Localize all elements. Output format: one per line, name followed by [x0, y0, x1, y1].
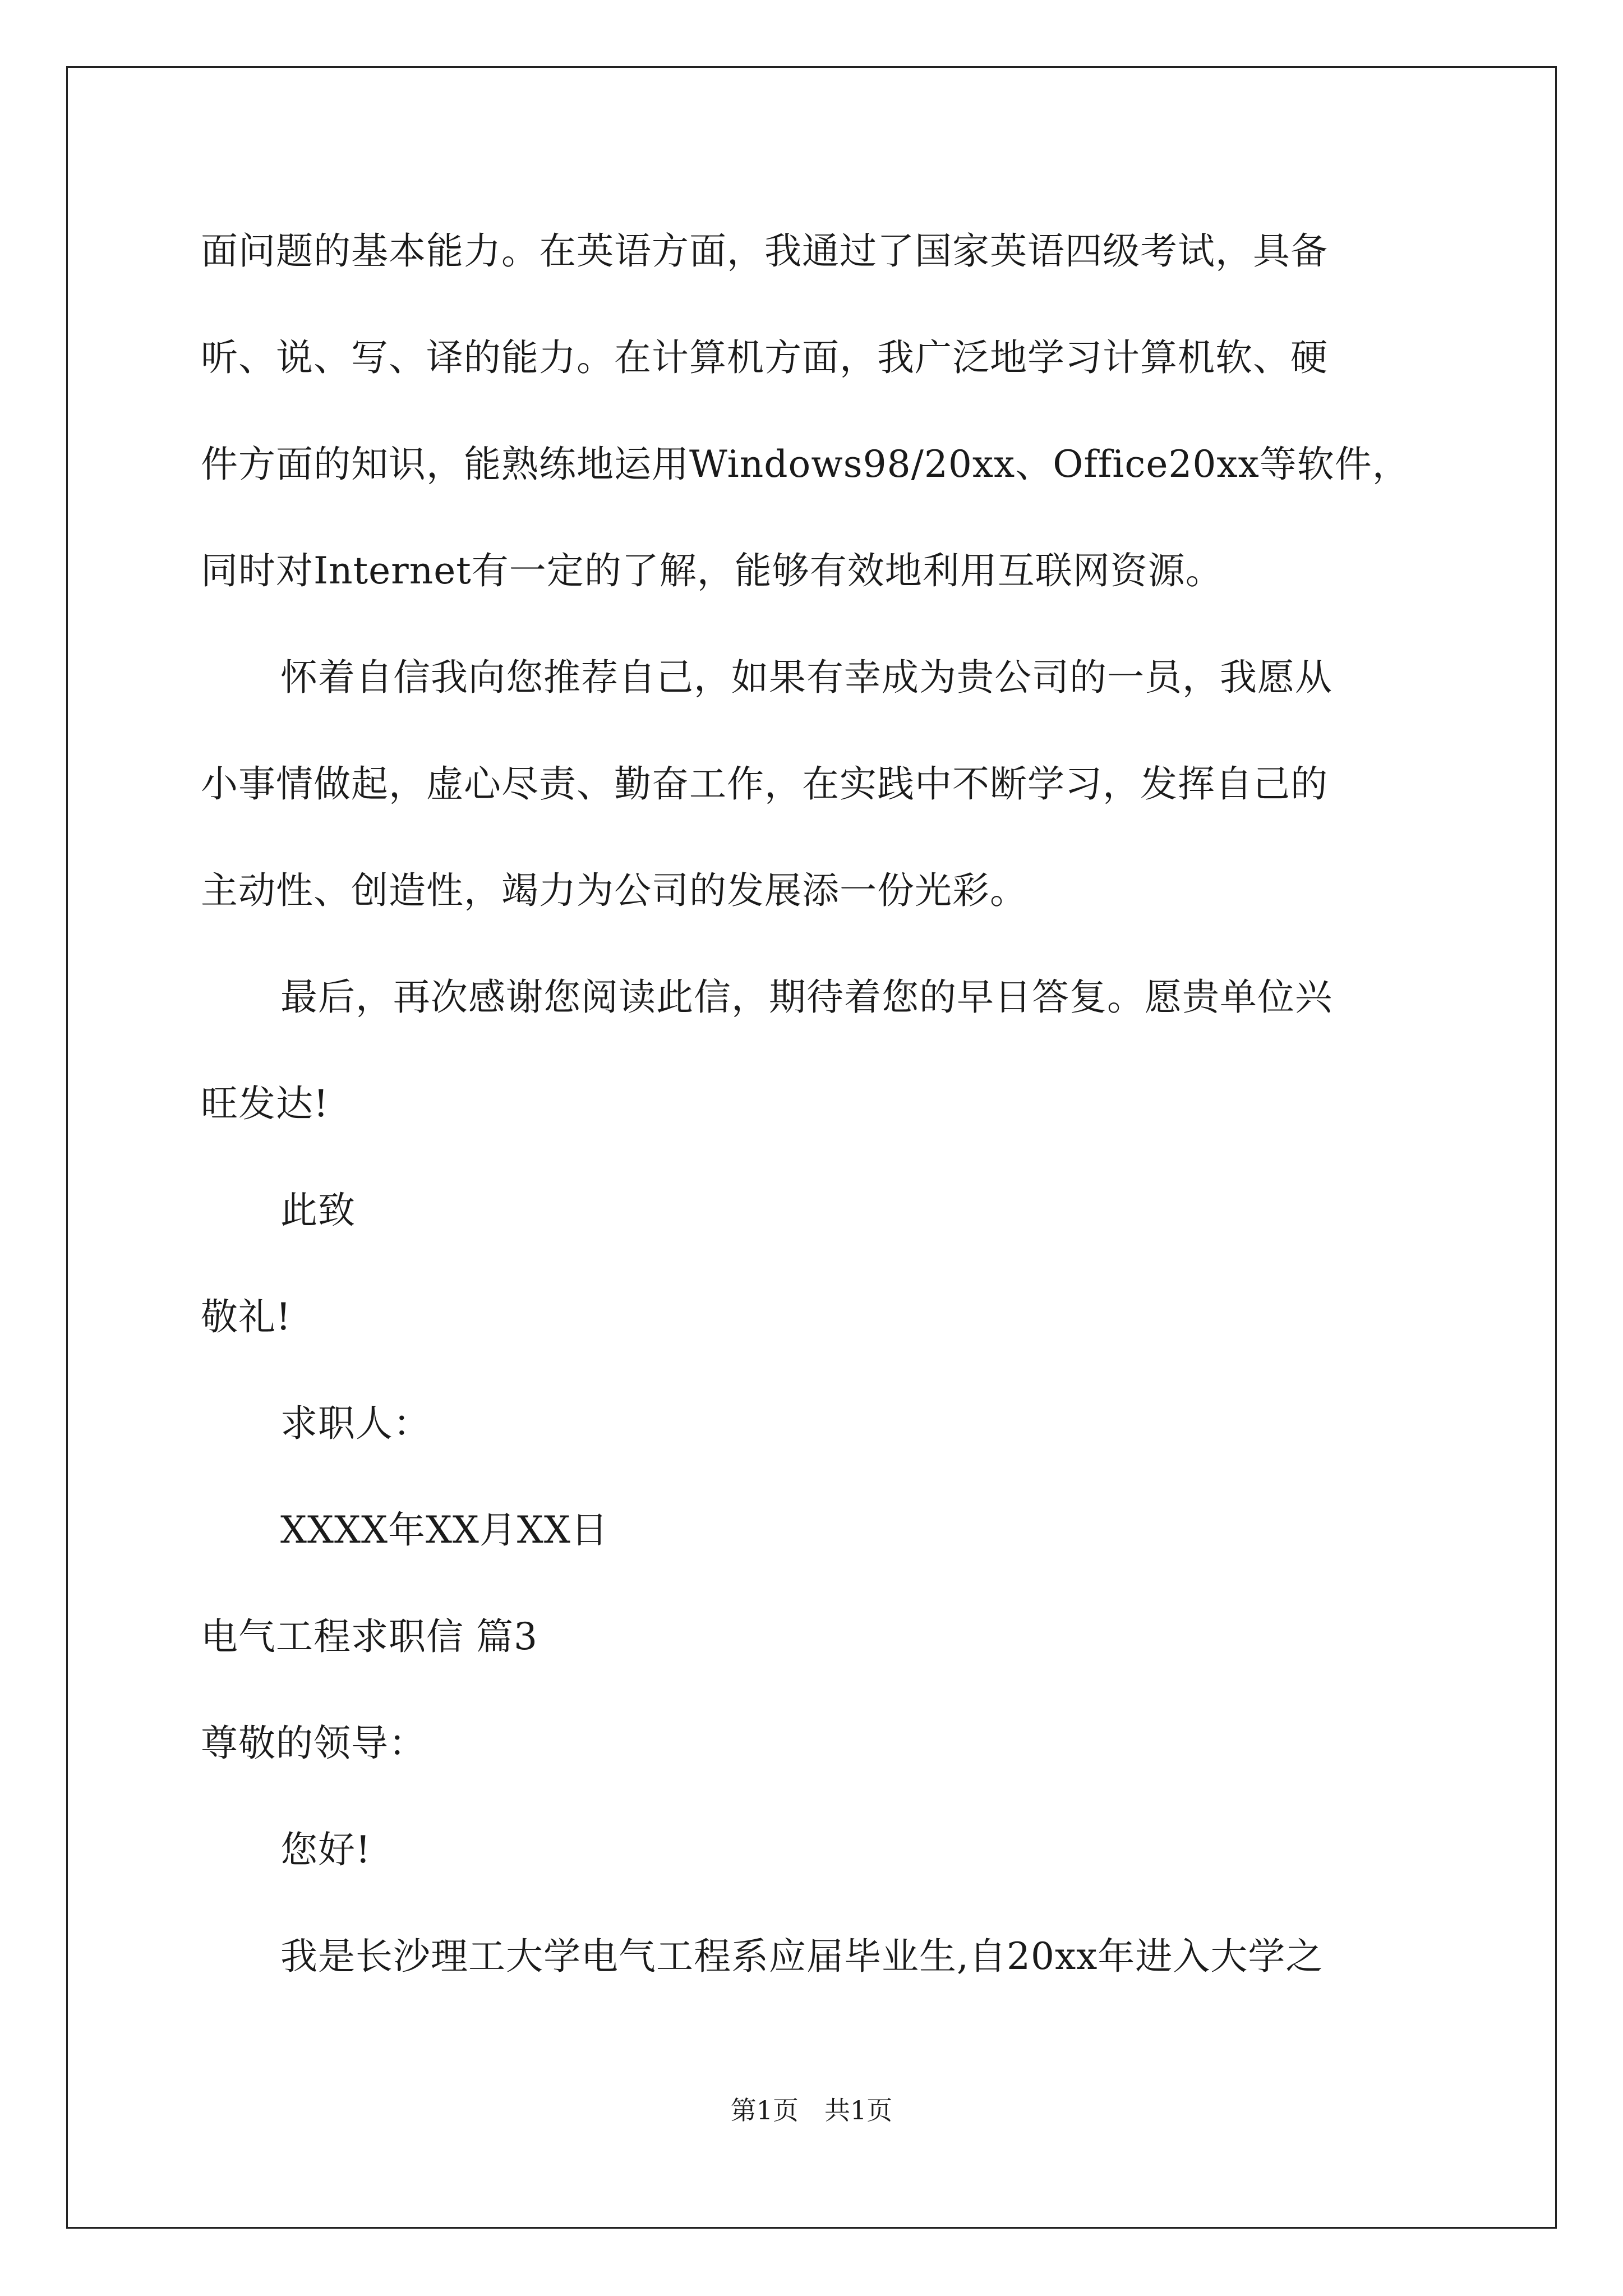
paragraph-line: 件方面的知识，能熟练地运用Windows98/20xx、Office20xx等软件， [201, 443, 1410, 486]
paragraph-line: 旺发达! [201, 1082, 329, 1125]
paragraph-line: 我是长沙理工大学电气工程系应届毕业生,自20xx年进入大学之 [280, 1935, 1324, 1978]
paragraph-line: 小事情做起，虚心尽责、勤奋工作，在实践中不断学习，发挥自己的 [201, 762, 1328, 806]
page-border [66, 66, 1557, 2229]
applicant-label: 求职人： [280, 1402, 431, 1445]
section-title: 电气工程求职信 篇3 [201, 1615, 538, 1658]
paragraph-line: 面问题的基本能力。在英语方面，我通过了国家英语四级考试，具备 [201, 229, 1328, 273]
paragraph-line: 怀着自信我向您推荐自己，如果有幸成为贵公司的一员，我愿从 [280, 656, 1332, 699]
paragraph-line: 最后，再次感谢您阅读此信，期待着您的早日答复。愿贵单位兴 [280, 976, 1332, 1019]
greeting-hello: 您好! [280, 1828, 371, 1871]
date-line: XXXX年XX月XX日 [280, 1508, 608, 1552]
paragraph-line: 主动性、创造性，竭力为公司的发展添一份光彩。 [201, 869, 1027, 912]
paragraph-line: 同时对Internet有一定的了解，能够有效地利用互联网资源。 [201, 549, 1223, 592]
greeting-recipient: 尊敬的领导： [201, 1722, 426, 1765]
paragraph-line: 听、说、写、译的能力。在计算机方面，我广泛地学习计算机软、硬 [201, 336, 1328, 379]
page-number-footer: 第1页 共1页 [730, 2095, 893, 2125]
closing-regards: 敬礼! [201, 1295, 292, 1338]
closing-salutation: 此致 [280, 1189, 356, 1232]
